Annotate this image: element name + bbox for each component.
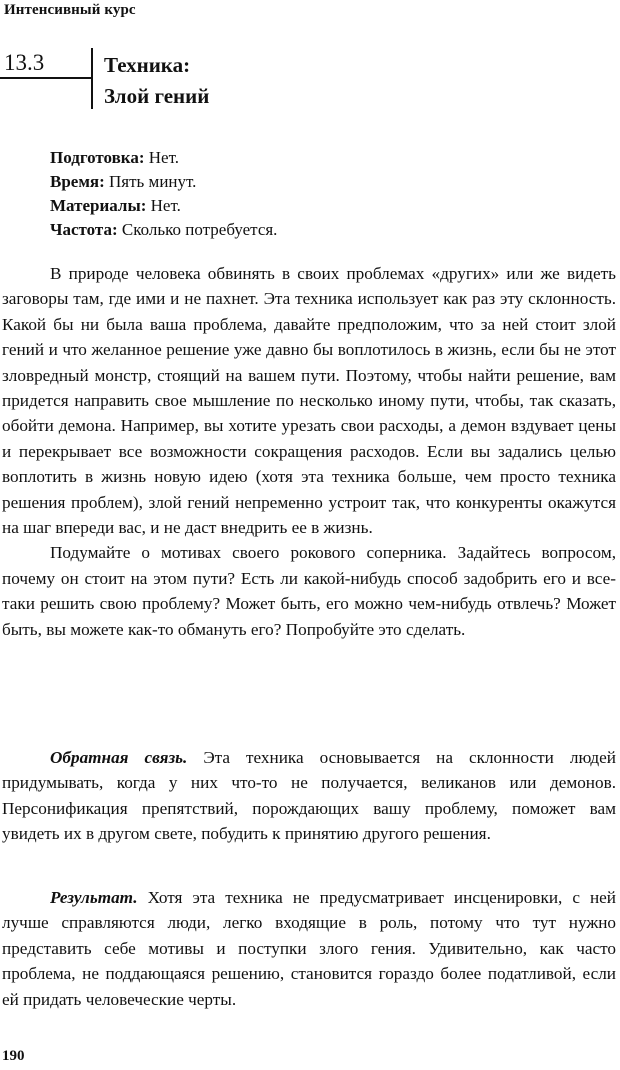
technique-specs bbox=[50, 146, 277, 242]
spec-value: Нет. bbox=[144, 148, 179, 167]
spec-value: Нет. bbox=[146, 196, 181, 215]
spec-term: Частота: bbox=[50, 220, 118, 239]
result-text: Хотя эта техника не предусматривает инсценировки, с ней лучше справляются люди, легко входящие в роль, потому что тут нужно представить себе мотивы и поступки злого гения. Удивительно, как часто проблема, не поддающаяся решению, становится гораздо более податливой, если ей придать человеческие черты. bbox=[2, 888, 616, 1009]
main-text bbox=[2, 261, 616, 642]
page-number: 190 bbox=[2, 1048, 25, 1064]
spec-materials bbox=[50, 194, 277, 218]
feedback-lead: Обратная связь. bbox=[50, 748, 188, 767]
body-paragraph-1: В природе человека обвинять в своих проблемах «других» или же видеть заговоры там, где ими и не пахнет. Эта техника использует как раз эту склонность. Какой бы ни была ваша проблема, давайте предположим, что за ней стоит злой гений и что желанное решение уже давно бы воплотилось в жизнь, если бы не этот зловредный монстр, стоящий на вашем пути. Поэтому, чтобы найти решение, вам придется направить свое мышление по несколько иному пути, чтобы, так сказать, обойти демона. Например, вы хотите урезать свои расходы, а демон вздувает цены и перекрывает все возможности сокращения расходов. Если вы задались целью воплотить в жизнь новую идею (хотя эта техника больше, чем просто техника решения проблем), злой гений непременно устроит так, что конкуренты окажутся на шаг впереди вас, и не даст внедрить ее в жизнь. bbox=[2, 264, 616, 538]
spec-preparation bbox=[50, 146, 277, 170]
spec-term: Время: bbox=[50, 172, 105, 191]
section-title bbox=[104, 50, 209, 112]
body-paragraph-2: Подумайте о мотивах своего рокового соперника. Задайтесь вопросом, почему он стоит на этом пути? Есть ли какой-нибудь способ задобрить его и все-таки решить свою проблему? Может быть, его можно чем-нибудь отвлечь? Может быть, вы можете как-то обмануть его? Попробуйте это сделать. bbox=[2, 543, 616, 639]
spec-term: Материалы: bbox=[50, 196, 147, 215]
feedback-section bbox=[2, 745, 616, 847]
spec-value: Сколько потребуется. bbox=[117, 220, 278, 239]
section-title-line2: Злой гений bbox=[104, 84, 210, 108]
result-paragraph bbox=[2, 885, 616, 1012]
running-header: Интенсивный курс bbox=[4, 2, 136, 18]
result-lead: Результат. bbox=[50, 888, 138, 907]
feedback-paragraph bbox=[2, 745, 616, 847]
section-rule-vertical bbox=[91, 48, 93, 109]
section-number: 13.3 bbox=[4, 50, 45, 75]
result-section bbox=[2, 885, 616, 1012]
spec-term: Подготовка: bbox=[50, 148, 145, 167]
feedback-text: Эта техника основывается на склонности людей придумывать, когда у них что-то не получается, великанов или демонов. Персонификация препятствий, порождающих вашу проблему, поможет вам увидеть их в другом свете, побудить к принятию другого решения. bbox=[2, 748, 616, 844]
spec-value: Пять минут. bbox=[104, 172, 197, 191]
spec-time bbox=[50, 170, 277, 194]
section-rule-horizontal bbox=[0, 77, 92, 79]
section-title-line1: Техника: bbox=[104, 53, 191, 77]
spec-frequency bbox=[50, 218, 277, 242]
